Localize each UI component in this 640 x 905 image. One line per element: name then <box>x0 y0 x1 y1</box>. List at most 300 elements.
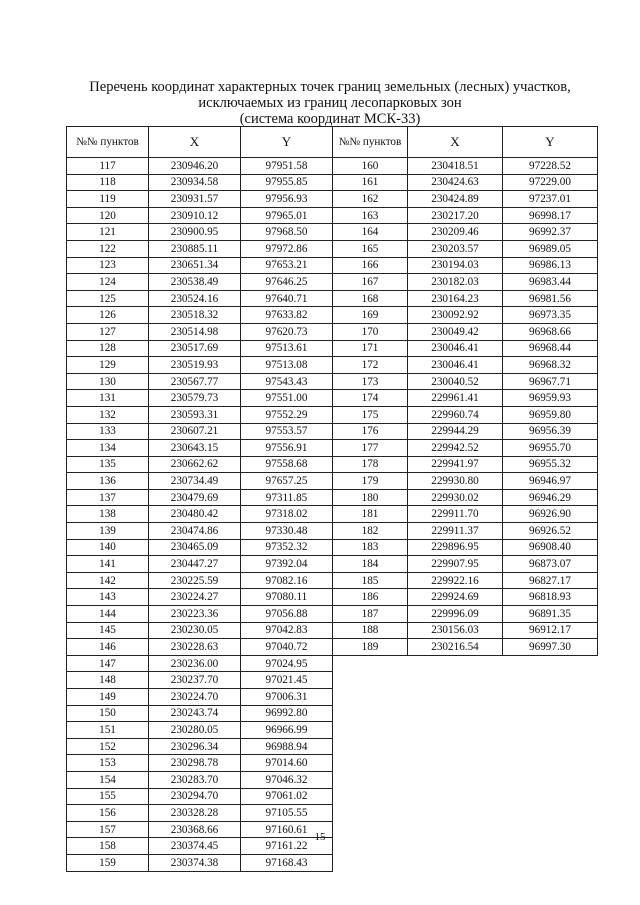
table-row <box>67 589 333 606</box>
cell-y: 96966.99 <box>241 722 333 739</box>
cell-y: 97014.60 <box>241 755 333 772</box>
cell-point-number: 168 <box>333 290 408 307</box>
cell-point-number: 158 <box>67 838 149 855</box>
table-row <box>67 489 333 506</box>
cell-y: 96997.30 <box>503 639 598 656</box>
table-row <box>67 639 333 656</box>
cell-y: 96992.37 <box>503 224 598 241</box>
cell-y: 97513.61 <box>241 340 333 357</box>
cell-point-number: 160 <box>333 158 408 175</box>
cell-point-number: 149 <box>67 689 149 706</box>
cell-y: 97972.86 <box>241 240 333 257</box>
header-x: X <box>408 127 503 158</box>
cell-point-number: 163 <box>333 207 408 224</box>
cell-x: 230224.27 <box>149 589 241 606</box>
table-row <box>67 373 333 390</box>
cell-x: 230538.49 <box>149 274 241 291</box>
cell-point-number: 186 <box>333 589 408 606</box>
cell-y: 96946.29 <box>503 489 598 506</box>
cell-y: 97968.50 <box>241 224 333 241</box>
table-row <box>333 572 598 589</box>
cell-point-number: 166 <box>333 257 408 274</box>
cell-y: 97237.01 <box>503 191 598 208</box>
table-row <box>67 240 333 257</box>
cell-point-number: 142 <box>67 572 149 589</box>
table-row <box>67 174 333 191</box>
table-row <box>67 556 333 573</box>
table-row <box>333 589 598 606</box>
cell-x: 230280.05 <box>149 722 241 739</box>
cell-x: 230236.00 <box>149 655 241 672</box>
cell-x: 230465.09 <box>149 539 241 556</box>
table-row <box>67 357 333 374</box>
header-y: Y <box>503 127 598 158</box>
title-line-3: (система координат МСК-33) <box>239 111 421 127</box>
coordinates-table-right <box>332 126 598 656</box>
cell-point-number: 137 <box>67 489 149 506</box>
cell-x: 230424.89 <box>408 191 503 208</box>
cell-y: 96986.13 <box>503 257 598 274</box>
cell-point-number: 147 <box>67 655 149 672</box>
cell-y: 96998.17 <box>503 207 598 224</box>
cell-x: 230607.21 <box>149 423 241 440</box>
table-row <box>67 738 333 755</box>
cell-x: 230228.63 <box>149 639 241 656</box>
table-row <box>333 373 598 390</box>
cell-x: 230296.34 <box>149 738 241 755</box>
cell-point-number: 188 <box>333 622 408 639</box>
cell-y: 97657.25 <box>241 473 333 490</box>
cell-x: 230374.45 <box>149 838 241 855</box>
cell-x: 230514.98 <box>149 323 241 340</box>
table-row <box>67 755 333 772</box>
cell-y: 97552.29 <box>241 406 333 423</box>
cell-y: 97229.00 <box>503 174 598 191</box>
table-row <box>67 423 333 440</box>
table-row <box>67 257 333 274</box>
table-row <box>67 805 333 822</box>
cell-point-number: 178 <box>333 456 408 473</box>
cell-x: 229896.95 <box>408 539 503 556</box>
cell-y: 97006.31 <box>241 689 333 706</box>
cell-point-number: 150 <box>67 705 149 722</box>
table-row <box>333 489 598 506</box>
cell-y: 97543.43 <box>241 373 333 390</box>
table-row <box>333 423 598 440</box>
cell-y: 97392.04 <box>241 556 333 573</box>
cell-x: 230049.42 <box>408 323 503 340</box>
table-row <box>67 771 333 788</box>
cell-x: 229942.52 <box>408 440 503 457</box>
table-row <box>67 606 333 623</box>
cell-y: 96912.17 <box>503 622 598 639</box>
cell-y: 96926.90 <box>503 506 598 523</box>
cell-point-number: 183 <box>333 539 408 556</box>
cell-point-number: 141 <box>67 556 149 573</box>
cell-y: 97161.22 <box>241 838 333 855</box>
cell-y: 96967.71 <box>503 373 598 390</box>
table-row <box>67 307 333 324</box>
cell-point-number: 170 <box>333 323 408 340</box>
cell-x: 229930.80 <box>408 473 503 490</box>
cell-x: 230374.38 <box>149 854 241 871</box>
cell-y: 96973.35 <box>503 307 598 324</box>
table-row <box>67 506 333 523</box>
cell-point-number: 184 <box>333 556 408 573</box>
cell-point-number: 169 <box>333 307 408 324</box>
cell-x: 230040.52 <box>408 373 503 390</box>
cell-y: 97551.00 <box>241 390 333 407</box>
cell-point-number: 177 <box>333 440 408 457</box>
cell-point-number: 151 <box>67 722 149 739</box>
cell-y: 96992.80 <box>241 705 333 722</box>
table-row <box>67 456 333 473</box>
title-line-1: Перечень координат характерных точек границ земельных (лесных) участков, <box>89 79 571 95</box>
table-row <box>67 523 333 540</box>
cell-point-number: 120 <box>67 207 149 224</box>
cell-point-number: 156 <box>67 805 149 822</box>
table-row <box>333 639 598 656</box>
table-row <box>333 440 598 457</box>
table-row <box>333 539 598 556</box>
cell-x: 229922.16 <box>408 572 503 589</box>
cell-y: 97318.02 <box>241 506 333 523</box>
cell-y: 97021.45 <box>241 672 333 689</box>
cell-x: 230046.41 <box>408 340 503 357</box>
cell-x: 230900.95 <box>149 224 241 241</box>
cell-point-number: 159 <box>67 854 149 871</box>
header-y: Y <box>241 127 333 158</box>
cell-y: 97965.01 <box>241 207 333 224</box>
cell-point-number: 167 <box>333 274 408 291</box>
cell-y: 96873.07 <box>503 556 598 573</box>
table-row <box>67 440 333 457</box>
cell-x: 230518.32 <box>149 307 241 324</box>
table-row <box>333 290 598 307</box>
cell-point-number: 162 <box>333 191 408 208</box>
cell-x: 230593.31 <box>149 406 241 423</box>
header-point-number: №№ пунктов <box>67 127 149 158</box>
cell-y: 97330.48 <box>241 523 333 540</box>
cell-point-number: 119 <box>67 191 149 208</box>
cell-point-number: 161 <box>333 174 408 191</box>
cell-y: 96955.32 <box>503 456 598 473</box>
cell-y: 97352.32 <box>241 539 333 556</box>
cell-x: 230237.70 <box>149 672 241 689</box>
cell-point-number: 179 <box>333 473 408 490</box>
cell-x: 230328.28 <box>149 805 241 822</box>
cell-x: 229907.95 <box>408 556 503 573</box>
cell-y: 97056.88 <box>241 606 333 623</box>
table-row <box>67 323 333 340</box>
cell-x: 229930.02 <box>408 489 503 506</box>
cell-x: 229961.41 <box>408 390 503 407</box>
cell-x: 230182.03 <box>408 274 503 291</box>
cell-x: 230203.57 <box>408 240 503 257</box>
cell-y: 96983.44 <box>503 274 598 291</box>
cell-y: 97951.58 <box>241 158 333 175</box>
table-row <box>67 655 333 672</box>
cell-point-number: 173 <box>333 373 408 390</box>
cell-point-number: 129 <box>67 357 149 374</box>
table-row <box>333 207 598 224</box>
table-row <box>67 207 333 224</box>
cell-x: 230567.77 <box>149 373 241 390</box>
cell-x: 230298.78 <box>149 755 241 772</box>
cell-y: 96891.35 <box>503 606 598 623</box>
cell-y: 97558.68 <box>241 456 333 473</box>
cell-x: 229911.70 <box>408 506 503 523</box>
cell-x: 230734.49 <box>149 473 241 490</box>
cell-x: 230243.74 <box>149 705 241 722</box>
table-row <box>67 722 333 739</box>
cell-point-number: 121 <box>67 224 149 241</box>
table-row <box>67 572 333 589</box>
cell-y: 97160.61 <box>241 821 333 838</box>
cell-point-number: 144 <box>67 606 149 623</box>
cell-point-number: 131 <box>67 390 149 407</box>
header-point-number: №№ пунктов <box>333 127 408 158</box>
cell-y: 97105.55 <box>241 805 333 822</box>
cell-point-number: 165 <box>333 240 408 257</box>
cell-x: 230223.36 <box>149 606 241 623</box>
cell-point-number: 174 <box>333 390 408 407</box>
cell-x: 230885.11 <box>149 240 241 257</box>
cell-point-number: 175 <box>333 406 408 423</box>
table-row <box>67 539 333 556</box>
coordinates-table-left <box>66 126 333 872</box>
table-row <box>67 473 333 490</box>
cell-point-number: 181 <box>333 506 408 523</box>
table-row <box>333 174 598 191</box>
cell-point-number: 122 <box>67 240 149 257</box>
cell-y: 97082.16 <box>241 572 333 589</box>
cell-point-number: 164 <box>333 224 408 241</box>
cell-y: 96926.52 <box>503 523 598 540</box>
cell-y: 96946.97 <box>503 473 598 490</box>
cell-y: 96956.39 <box>503 423 598 440</box>
cell-y: 97956.93 <box>241 191 333 208</box>
table-row <box>333 406 598 423</box>
table-row <box>67 689 333 706</box>
cell-x: 230524.16 <box>149 290 241 307</box>
page-number: 15 <box>314 831 326 843</box>
cell-y: 97311.85 <box>241 489 333 506</box>
cell-x: 230579.73 <box>149 390 241 407</box>
table-header-row <box>67 127 333 158</box>
cell-y: 96908.40 <box>503 539 598 556</box>
table-row <box>67 406 333 423</box>
cell-x: 230931.57 <box>149 191 241 208</box>
cell-x: 229996.09 <box>408 606 503 623</box>
cell-y: 96988.94 <box>241 738 333 755</box>
cell-x: 230418.51 <box>408 158 503 175</box>
cell-y: 97640.71 <box>241 290 333 307</box>
table-row <box>67 854 333 871</box>
cell-point-number: 126 <box>67 307 149 324</box>
cell-x: 230225.59 <box>149 572 241 589</box>
cell-x: 230164.23 <box>408 290 503 307</box>
cell-point-number: 143 <box>67 589 149 606</box>
cell-x: 230910.12 <box>149 207 241 224</box>
table-row <box>333 390 598 407</box>
cell-x: 229960.74 <box>408 406 503 423</box>
table-row <box>333 606 598 623</box>
table-row <box>67 158 333 175</box>
cell-x: 230092.92 <box>408 307 503 324</box>
cell-x: 230156.03 <box>408 622 503 639</box>
cell-x: 230368.66 <box>149 821 241 838</box>
table-row <box>67 191 333 208</box>
table-row <box>333 357 598 374</box>
document-title <box>60 79 600 127</box>
cell-y: 97080.11 <box>241 589 333 606</box>
cell-point-number: 127 <box>67 323 149 340</box>
table-row <box>67 274 333 291</box>
cell-x: 229944.29 <box>408 423 503 440</box>
cell-point-number: 136 <box>67 473 149 490</box>
cell-y: 97024.95 <box>241 655 333 672</box>
cell-x: 230209.46 <box>408 224 503 241</box>
table-header-row <box>333 127 598 158</box>
table-row <box>333 523 598 540</box>
cell-point-number: 187 <box>333 606 408 623</box>
cell-x: 230517.69 <box>149 340 241 357</box>
table-row <box>67 224 333 241</box>
cell-point-number: 182 <box>333 523 408 540</box>
cell-y: 96968.44 <box>503 340 598 357</box>
cell-y: 97620.73 <box>241 323 333 340</box>
cell-point-number: 171 <box>333 340 408 357</box>
cell-point-number: 189 <box>333 639 408 656</box>
cell-point-number: 125 <box>67 290 149 307</box>
cell-y: 96959.93 <box>503 390 598 407</box>
cell-x: 230046.41 <box>408 357 503 374</box>
cell-x: 230651.34 <box>149 257 241 274</box>
cell-y: 97653.21 <box>241 257 333 274</box>
cell-y: 97955.85 <box>241 174 333 191</box>
table-row <box>67 340 333 357</box>
cell-y: 96959.80 <box>503 406 598 423</box>
cell-y: 97061.02 <box>241 788 333 805</box>
cell-point-number: 138 <box>67 506 149 523</box>
cell-point-number: 124 <box>67 274 149 291</box>
cell-point-number: 154 <box>67 771 149 788</box>
cell-x: 230294.70 <box>149 788 241 805</box>
table-row <box>333 323 598 340</box>
cell-y: 97513.08 <box>241 357 333 374</box>
table-row <box>67 788 333 805</box>
cell-point-number: 118 <box>67 174 149 191</box>
cell-y: 97633.82 <box>241 307 333 324</box>
cell-x: 230283.70 <box>149 771 241 788</box>
table-row <box>333 158 598 175</box>
cell-point-number: 157 <box>67 821 149 838</box>
cell-point-number: 148 <box>67 672 149 689</box>
cell-x: 230424.63 <box>408 174 503 191</box>
cell-y: 97228.52 <box>503 158 598 175</box>
table-row <box>333 506 598 523</box>
cell-y: 96818.93 <box>503 589 598 606</box>
cell-point-number: 133 <box>67 423 149 440</box>
table-row <box>333 191 598 208</box>
cell-point-number: 130 <box>67 373 149 390</box>
cell-y: 96968.66 <box>503 323 598 340</box>
cell-x: 230934.58 <box>149 174 241 191</box>
cell-point-number: 135 <box>67 456 149 473</box>
table-row <box>333 340 598 357</box>
cell-point-number: 180 <box>333 489 408 506</box>
cell-x: 230662.62 <box>149 456 241 473</box>
cell-x: 230479.69 <box>149 489 241 506</box>
cell-point-number: 146 <box>67 639 149 656</box>
cell-point-number: 153 <box>67 755 149 772</box>
table-row <box>333 240 598 257</box>
table-row <box>333 556 598 573</box>
cell-y: 97646.25 <box>241 274 333 291</box>
cell-point-number: 185 <box>333 572 408 589</box>
cell-x: 230643.15 <box>149 440 241 457</box>
cell-x: 230224.70 <box>149 689 241 706</box>
cell-x: 229941.97 <box>408 456 503 473</box>
cell-y: 97046.32 <box>241 771 333 788</box>
title-line-2: исключаемых из границ лесопарковых зон <box>198 95 462 111</box>
table-row <box>67 672 333 689</box>
cell-point-number: 176 <box>333 423 408 440</box>
cell-y: 96827.17 <box>503 572 598 589</box>
table-row <box>333 622 598 639</box>
table-row <box>67 290 333 307</box>
cell-point-number: 155 <box>67 788 149 805</box>
cell-y: 96981.56 <box>503 290 598 307</box>
cell-x: 230217.20 <box>408 207 503 224</box>
table-row <box>67 622 333 639</box>
cell-x: 230519.93 <box>149 357 241 374</box>
cell-point-number: 145 <box>67 622 149 639</box>
table-row <box>333 274 598 291</box>
cell-point-number: 152 <box>67 738 149 755</box>
header-x: X <box>149 127 241 158</box>
cell-point-number: 128 <box>67 340 149 357</box>
cell-x: 230230.05 <box>149 622 241 639</box>
cell-y: 97040.72 <box>241 639 333 656</box>
cell-point-number: 140 <box>67 539 149 556</box>
cell-y: 97553.57 <box>241 423 333 440</box>
cell-y: 97556.91 <box>241 440 333 457</box>
cell-x: 229911.37 <box>408 523 503 540</box>
table-row <box>333 224 598 241</box>
cell-point-number: 132 <box>67 406 149 423</box>
cell-x: 229924.69 <box>408 589 503 606</box>
cell-x: 230216.54 <box>408 639 503 656</box>
cell-point-number: 123 <box>67 257 149 274</box>
cell-y: 97042.83 <box>241 622 333 639</box>
cell-x: 230480.42 <box>149 506 241 523</box>
cell-y: 96968.32 <box>503 357 598 374</box>
cell-y: 97168.43 <box>241 854 333 871</box>
table-row <box>67 390 333 407</box>
cell-point-number: 172 <box>333 357 408 374</box>
cell-x: 230946.20 <box>149 158 241 175</box>
cell-point-number: 139 <box>67 523 149 540</box>
cell-point-number: 134 <box>67 440 149 457</box>
table-row <box>333 456 598 473</box>
table-row <box>333 307 598 324</box>
cell-y: 96955.70 <box>503 440 598 457</box>
table-row <box>67 705 333 722</box>
table-row <box>333 473 598 490</box>
table-row <box>333 257 598 274</box>
